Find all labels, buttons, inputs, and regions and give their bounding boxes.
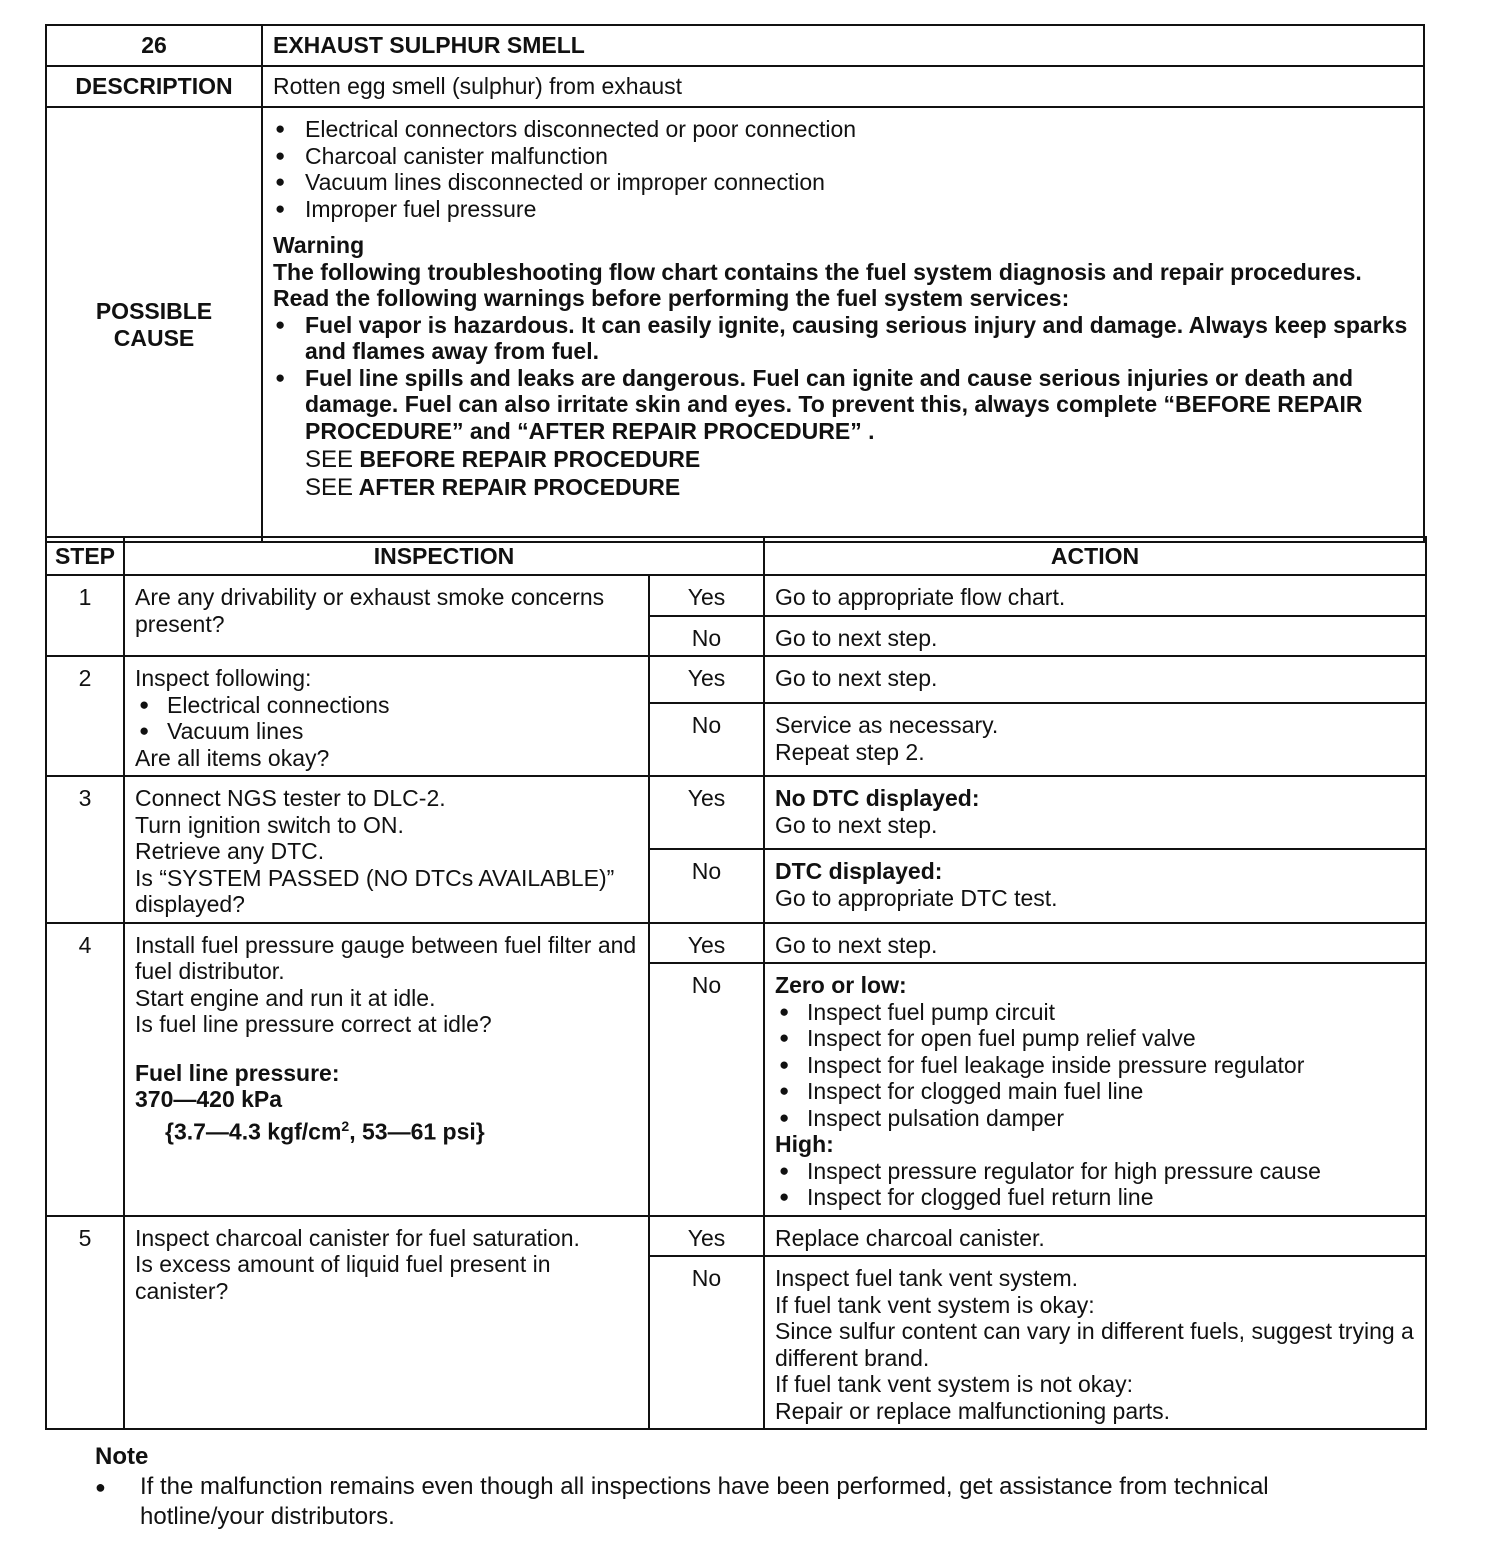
step-number: 4: [46, 923, 124, 1216]
action-bullet: ● Inspect fuel pump circuit: [775, 999, 1415, 1026]
no-label: No: [649, 1256, 764, 1429]
inspection-cell: [124, 575, 649, 656]
warning-text: The following troubleshooting flow chart contains the fuel system diagnosis and repair procedures. Read the following warnings before performing the fuel system services:: [273, 258, 1362, 311]
warning-block: [273, 232, 1413, 444]
see-before-text[interactable]: BEFORE REPAIR PROCEDURE: [359, 446, 701, 472]
inspection-text: Turn ignition switch to ON.: [135, 811, 404, 838]
no-action: [764, 963, 1426, 1216]
note-text: ● If the malfunction remains even though all inspections have been performed, get assistance from technical hotline/your distributors.: [95, 1472, 1395, 1532]
action-line: Go to appropriate DTC test.: [775, 884, 1058, 911]
inspection-bullet: ● Electrical connections: [135, 692, 638, 719]
cause-item: ● Improper fuel pressure: [273, 196, 1413, 223]
possible-cause-content: [262, 107, 1424, 542]
step-number: 5: [46, 1216, 124, 1430]
steps-table: [45, 536, 1427, 1430]
no-label: No: [649, 849, 764, 922]
table-row: [46, 776, 1426, 849]
action-bullet: ● Inspect pressure regulator for high pressure cause: [775, 1158, 1415, 1185]
table-row: [46, 656, 1426, 703]
spec-alt: {3.7—4.3 kgf/$cm^2$, 53—61 psi}: [165, 1117, 485, 1145]
action-bullet: ● Inspect pulsation damper: [775, 1105, 1415, 1132]
table-row: [46, 1216, 1426, 1257]
spec-title: Fuel line pressure:: [135, 1059, 340, 1086]
action-line: Since sulfur content can vary in different fuels, suggest trying a different brand.: [775, 1318, 1414, 1371]
no-label: No: [649, 703, 764, 776]
no-label: No: [649, 963, 764, 1216]
action-bullet: ● Inspect for open fuel pump relief valve: [775, 1025, 1415, 1052]
yes-action: Go to next step.: [764, 923, 1426, 964]
no-action: [764, 1256, 1426, 1429]
see-after-text[interactable]: AFTER REPAIR PROCEDURE: [358, 473, 681, 500]
inspection-cell: [124, 923, 649, 1216]
header-table: [45, 24, 1425, 543]
yes-action: Replace charcoal canister.: [764, 1216, 1426, 1257]
description-label: DESCRIPTION: [46, 66, 262, 107]
warning-title: Warning: [273, 232, 365, 258]
yes-label: Yes: [649, 776, 764, 849]
inspection-bullet: ● Vacuum lines: [135, 718, 638, 745]
inspection-text: Is fuel line pressure correct at idle?: [135, 1011, 492, 1037]
spec-value: 370—420 kPa: [135, 1086, 283, 1112]
yes-label: Yes: [649, 656, 764, 703]
see-before-link[interactable]: [273, 446, 1413, 474]
col-header-inspection: INSPECTION: [124, 537, 764, 575]
yes-action: [764, 776, 1426, 849]
cause-item: ● Vacuum lines disconnected or improper connection: [273, 169, 1413, 196]
inspection-text: Are any drivability or exhaust smoke concerns present?: [135, 584, 605, 637]
inspection-text: Connect NGS tester to DLC-2.: [135, 785, 446, 811]
inspection-text: Is excess amount of liquid fuel present in canister?: [135, 1251, 551, 1304]
action-line: Go to next step.: [775, 811, 938, 838]
yes-action: Go to appropriate flow chart.: [764, 575, 1426, 616]
inspection-text: Are all items okay?: [135, 744, 330, 771]
note-title: Note: [95, 1443, 149, 1470]
action-line: If fuel tank vent system is not okay:: [775, 1371, 1133, 1397]
inspection-cell: [124, 776, 649, 923]
action-title: Zero or low:: [775, 972, 907, 998]
step-number: 2: [46, 656, 124, 776]
trouble-title: EXHAUST SULPHUR SMELL: [262, 25, 1424, 66]
cause-list: [273, 116, 1413, 222]
col-header-action: ACTION: [764, 537, 1426, 575]
action-line: Repeat step 2.: [775, 738, 925, 765]
step-number: 1: [46, 575, 124, 656]
action-line: Service as necessary.: [775, 712, 999, 739]
inspection-text: Install fuel pressure gauge between fuel filter and fuel distributor.: [135, 931, 637, 984]
action-bullet: ● Inspect for fuel leakage inside pressure regulator: [775, 1052, 1415, 1079]
yes-label: Yes: [649, 1216, 764, 1257]
no-label: No: [649, 616, 764, 657]
step-number: 3: [46, 776, 124, 923]
description-text: Rotten egg smell (sulphur) from exhaust: [262, 66, 1424, 107]
see-keyword: SEE: [305, 473, 354, 501]
no-action: Go to next step.: [764, 616, 1426, 657]
action-title: No DTC displayed:: [775, 785, 980, 811]
possible-cause-label: [46, 107, 262, 542]
inspection-cell: [124, 656, 649, 776]
action-title: High:: [775, 1131, 834, 1157]
action-line: If fuel tank vent system is okay:: [775, 1291, 1095, 1318]
warning-bullet: ● Fuel line spills and leaks are dangerous. Fuel can ignite and cause serious injuries or death and damage. Fuel can also irritate skin and eyes. To prevent this, always complete “BEFORE REPAIR PROCEDURE” and “AFTER REPAIR PROCEDURE” .: [273, 365, 1413, 445]
see-keyword: SEE: [305, 446, 354, 473]
warning-bullet: ● Fuel vapor is hazardous. It can easily ignite, causing serious injury and damage. Always keep sparks and flames away from fuel.: [273, 312, 1413, 365]
inspection-text: Start engine and run it at idle.: [135, 984, 436, 1011]
action-title: DTC displayed:: [775, 858, 943, 885]
cause-item: ● Electrical connectors disconnected or poor connection: [273, 116, 1413, 143]
possible-cause-label-line1: POSSIBLE: [95, 297, 213, 324]
trouble-number: 26: [46, 25, 262, 66]
action-line: Repair or replace malfunctioning parts.: [775, 1397, 1171, 1424]
note-block: [95, 1442, 1395, 1532]
yes-label: Yes: [649, 923, 764, 964]
inspection-text: Inspect following:: [135, 665, 312, 691]
inspection-text: Inspect charcoal canister for fuel saturation.: [135, 1224, 580, 1251]
table-row: [46, 575, 1426, 616]
inspection-cell: [124, 1216, 649, 1430]
yes-label: Yes: [649, 575, 764, 616]
table-row: [46, 923, 1426, 964]
action-bullet: ● Inspect for clogged fuel return line: [775, 1184, 1415, 1211]
see-after-link[interactable]: [273, 474, 1413, 502]
no-action: [764, 849, 1426, 922]
inspection-text: Is “SYSTEM PASSED (NO DTCs AVAILABLE)” displayed?: [135, 864, 615, 917]
col-header-step: STEP: [46, 537, 124, 575]
no-action: [764, 703, 1426, 776]
possible-cause-label-line2: CAUSE: [113, 324, 195, 351]
action-bullet: ● Inspect for clogged main fuel line: [775, 1078, 1415, 1105]
yes-action: Go to next step.: [764, 656, 1426, 703]
action-line: Inspect fuel tank vent system.: [775, 1265, 1078, 1291]
inspection-text: Retrieve any DTC.: [135, 838, 325, 864]
cause-item: ● Charcoal canister malfunction: [273, 143, 1413, 170]
